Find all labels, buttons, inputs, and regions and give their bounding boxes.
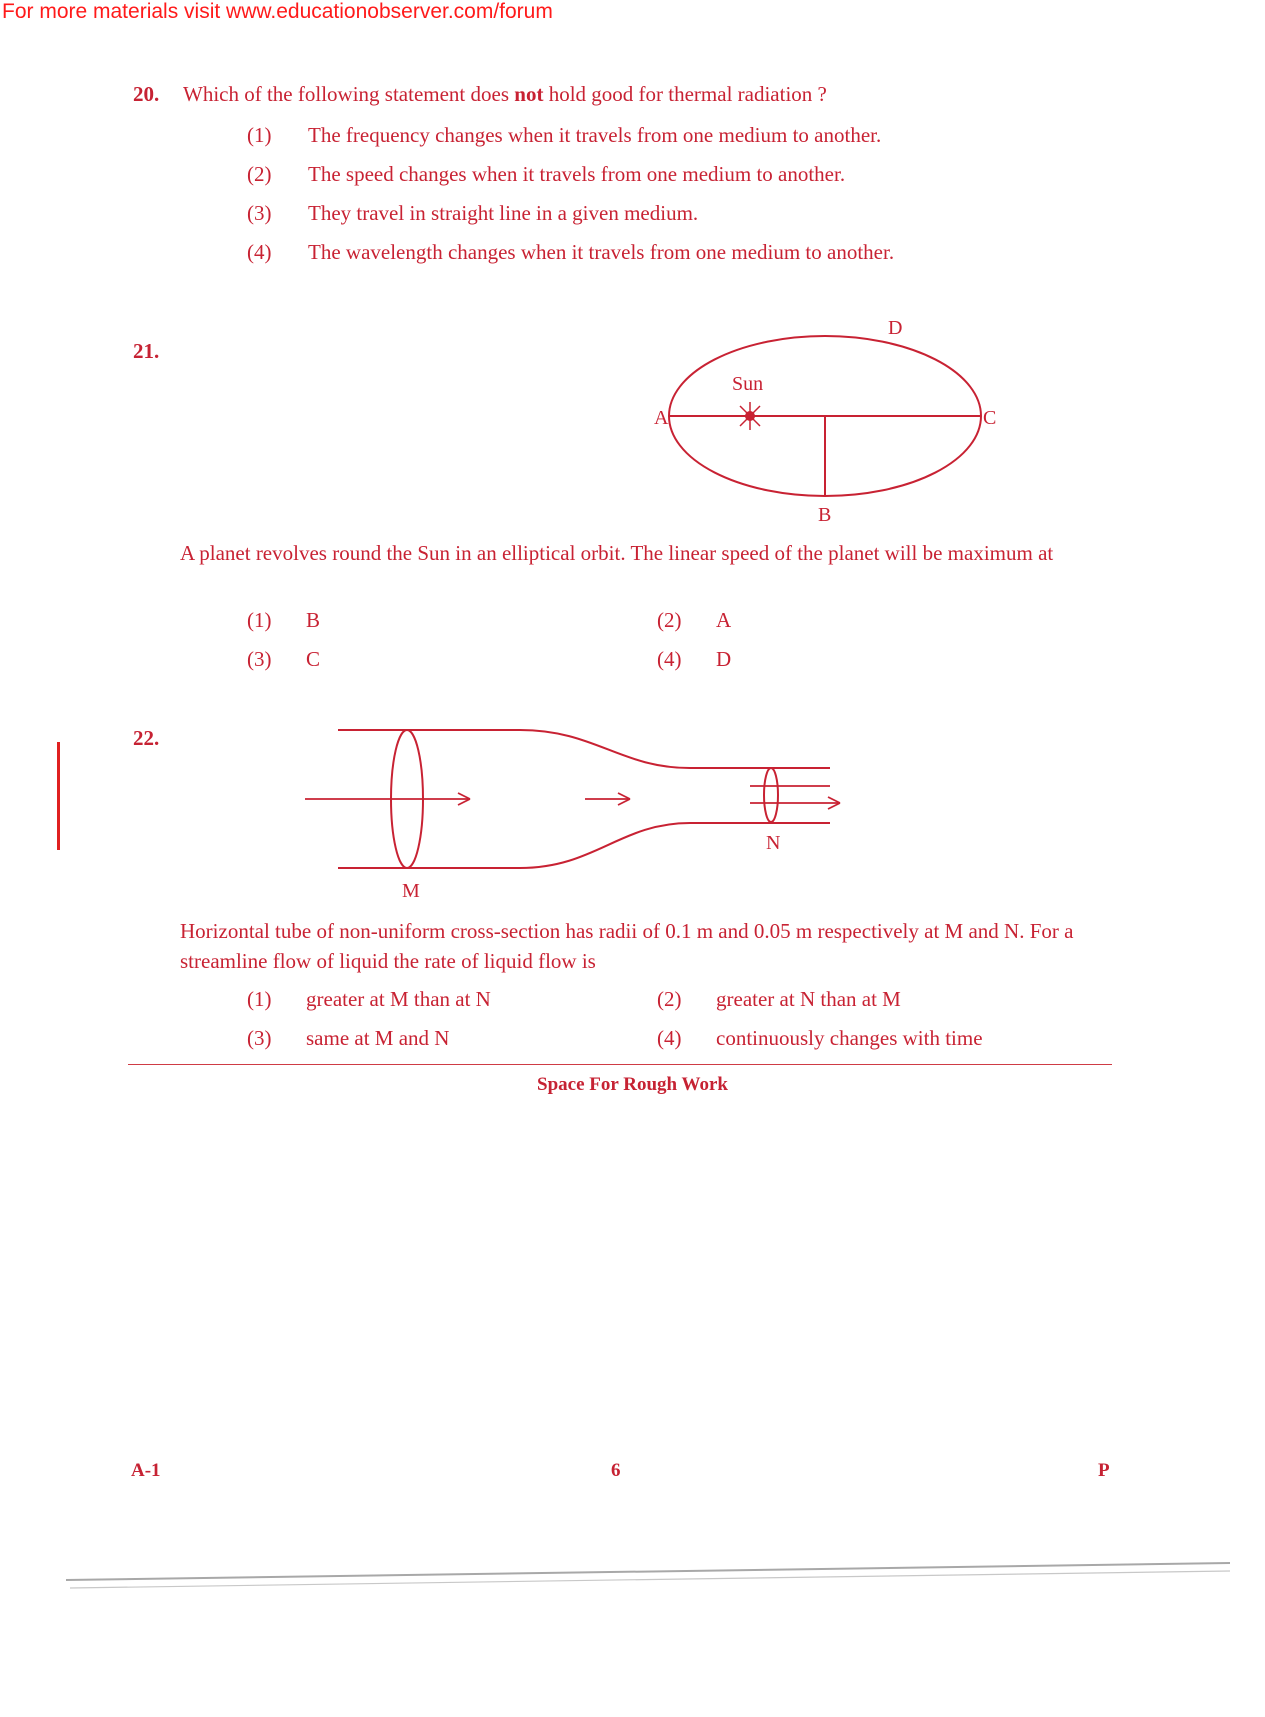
question-20-number: 20.	[133, 82, 160, 106]
point-n-label: N	[766, 832, 781, 854]
q21-option-1-text[interactable]: B	[306, 608, 321, 632]
q20-option-3-number: (3)	[247, 201, 272, 225]
question-22-stem: Horizontal tube of non-uniform cross-section has radii of 0.1 m and 0.05 m respectively at M and N. For a streamline flow of liquid the rate of liquid flow is	[180, 919, 1074, 973]
question-20-stem: Which of the following statement does not hold good for thermal radiation ?	[183, 82, 827, 106]
q22-option-1-text[interactable]: greater at M than at N	[306, 987, 491, 1011]
q20-option-4-text[interactable]: The wavelength changes when it travels from one medium to another.	[308, 240, 895, 264]
q21-option-3-text[interactable]: C	[306, 647, 321, 671]
q21-option-2-number: (2)	[657, 608, 682, 632]
tube-diagram	[300, 715, 850, 900]
q20-option-3-text[interactable]: They travel in straight line in a given medium.	[308, 201, 699, 225]
q21-option-1-number: (1)	[247, 608, 272, 632]
footer-booklet-code: A-1	[131, 1460, 161, 1481]
q22-option-2-number: (2)	[657, 987, 682, 1011]
point-d-label: D	[888, 317, 903, 339]
point-c-label: C	[983, 407, 997, 429]
q22-option-3-number: (3)	[247, 1026, 272, 1050]
point-a-label: A	[654, 407, 669, 429]
orbit-diagram	[640, 305, 1020, 535]
rough-work-heading: Space For Rough Work	[537, 1074, 728, 1095]
sun-icon	[736, 402, 764, 430]
q21-option-4-number: (4)	[657, 647, 682, 671]
point-m-label: M	[402, 880, 420, 900]
q22-option-2-text[interactable]: greater at N than at M	[716, 987, 901, 1011]
page-edge-lines	[60, 1555, 1240, 1595]
margin-mark	[57, 742, 60, 850]
q21-option-3-number: (3)	[247, 647, 272, 671]
footer-series-code: P	[1098, 1460, 1110, 1481]
q22-option-3-text[interactable]: same at M and N	[306, 1026, 450, 1050]
question-22-number: 22.	[133, 726, 160, 750]
question-21-number: 21.	[133, 339, 160, 363]
q20-option-4-number: (4)	[247, 240, 272, 264]
tube-upper-wall	[338, 730, 830, 768]
cross-section-n	[764, 768, 778, 822]
rough-work-divider	[128, 1064, 1112, 1065]
tube-lower-wall	[338, 823, 830, 868]
q20-option-1-text[interactable]: The frequency changes when it travels from one medium to another.	[308, 123, 882, 147]
q20-option-1-number: (1)	[247, 123, 272, 147]
q21-option-2-text[interactable]: A	[716, 608, 732, 632]
q21-option-4-text[interactable]: D	[716, 647, 732, 671]
sun-label: Sun	[732, 373, 764, 395]
q22-option-4-number: (4)	[657, 1026, 682, 1050]
q20-option-2-text[interactable]: The speed changes when it travels from one medium to another.	[308, 162, 846, 186]
point-b-label: B	[818, 504, 832, 526]
q20-option-2-number: (2)	[247, 162, 272, 186]
question-21-stem: A planet revolves round the Sun in an elliptical orbit. The linear speed of the planet will be maximum at	[180, 541, 1054, 565]
watermark-link-text[interactable]: For more materials visit www.educationobserver.com/forum	[2, 0, 553, 23]
q22-option-4-text[interactable]: continuously changes with time	[716, 1026, 983, 1050]
q22-option-1-number: (1)	[247, 987, 272, 1011]
stem-emphasis: not	[514, 82, 544, 106]
footer-page-number: 6	[611, 1460, 621, 1481]
